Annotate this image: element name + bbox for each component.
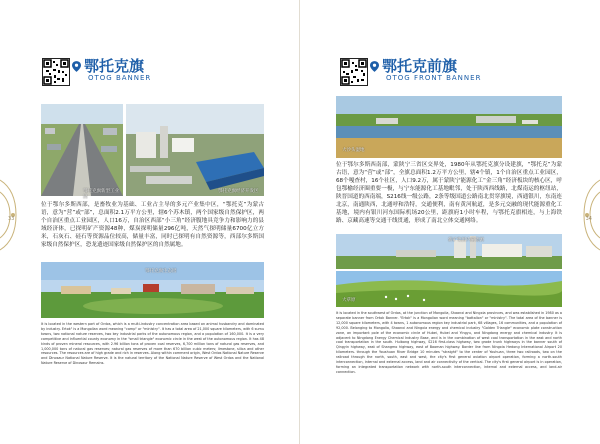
photo-caption: 大草原 [342,298,356,303]
photo-caption: 鄂托克旗经济开发区 [218,189,259,194]
right-page [300,0,600,444]
page-subtitle: OTOG FRONT BANNER [386,74,482,82]
ecological-park-photo [41,262,264,318]
energy-plant-photo [336,234,562,269]
page-subtitle: OTOG BANNER [88,74,152,82]
photo-caption: 鄂托克旗新型工业园 [83,189,119,200]
location-pin-icon [72,61,81,72]
qr-code-icon [42,58,70,86]
grassland-photo [336,271,562,307]
wetland-photo [336,96,562,158]
photo-caption: 鄂托克旗生态园 [145,269,177,274]
qr-code-icon [340,58,368,86]
body-text-en: It is located in the southwest of Ordos, at the junction of Mongolia, Shaanxi and Ningxia provinces, and was established in 1980 as a separate banner from Ortok Banner. "Ertok" is a Mongolian word meaning "battalion" or "ministry". The total area of the banner is 12,000 square kilometers, with 4 towns, 1 autonomous region key industrial park, 68 villages, 16 communities, and a population of 92,000. Belonging to Mongolia, Shaanxi and Ningxia energy and chemical industry "Golden Triangle" economic plate construction zone, an important pole of the economic circle of Hubei, Hubei and Yingyu, and Ningdong energy and chemical industry. It is adjacent to Ningdong Energy Chemical Industry Base, and is in the combination of west coal transportation in the east and north coal transportation in the south. Huibong highway, S216 first-class highway, two grade trunk highways in the banner south of Qingyin highway, east of Shangmo highway, east of Baoman highway. Border line from Ningxia Hedong International Airport 20 kilometers. through the Youshuan River Bridge 10 minutes "straight" to the center of Youhuan, three two railroads, two on the railroad through the north, south, east and west, the city's first general aviation airport operation, forming a north-south interconnection, internal and external access, land and air connectivity of the vertical. The city's first general airport is in operation, forming an integrated transportation network with north-south interconnection, internal and external access, and land-air connection. [336,311,562,374]
left-ornament-icon [0,180,22,250]
page-title: 鄂托克旗 [84,57,145,75]
page-number: 34 [585,216,592,222]
page-header [370,58,481,82]
industrial-park-photo [41,104,123,200]
photo-caption: 新矿集团内蒙能源 [448,238,484,243]
body-text-en: It is located in the western part of Ordos, which is a multi-industry concentration area based on animal husbandry and dominated by industry. Ertok" is a Mongolian word meaning "camp" or "ministry". It has a total area of 21,000 square kilometers, with 6 sumu towns, two national nature reserves, two key industrial parks of the autonomous region, and a population of 160,000. It is a very competitive and influential county economy in the "small triangle" economic circle in the west of the autonomous region. It has 48 kinds of proven mineral resources, with 2.96 billion tons of proven coal reserves, 6,700 million tons of natural gas reserves, and 1,000,000 tons of natural gas reserves; natural gas reserves of more than 670 billion cubic meters; limestone, silica and other resources. The resources are of high grade and rich in reserves. Along within comment origin, West Ordos National Nature Reserve and Dinosaur National Nature Reserve. It is the natural territory of the National Nature Reserve of West Ordos and the National Nature Reserve of Dinosaur Remains. [41,322,264,366]
right-ornament-icon [578,180,600,250]
photo-caption: 大沙头湿地 [342,148,365,153]
body-text-cn: 位于鄂尔多斯西部，是畜牧业为基础、工业占主导的多元产业集中区，“鄂托克”为蒙古语，意为“营”或“部”，总面积2.1万平方公里，辖6个苏木镇，两个国家级自然保护区，两个自治区重点工业园区，人口16万，自治区西部“小三角”经济腹地具竞争力和影响力的县域经济体，已探明矿产资源48种，煤炭探明储量296亿吨，天然气探明储量6700亿立方米，石灰石、硅石等资源品位较高，储量丰富，同时已探明有自然资源等，西部尔多斯国家级自然保护区，恐龙遗迹国家级自然保护区的自然属地。 [41,202,264,248]
page-header [72,58,151,82]
body-text-cn: 位于鄂尔多斯西南部，蒙陕宁三省区交界处，1980年从鄂托克旗分设建旗，“鄂托克”为蒙古语，意为“营”或“部”，全旗总面积1.2万平方公里，辖4个镇，1个自治区重点工业园区，68个嘎查村，16个社区，人口9.2万，属于蒙陕宁能源化工“金三角”经济板块的核心区，呼包鄂榆经济圈重要一极，与宁东能源化工基地毗邻，处于陕西西线路，北煤南运的枢纽站，陕晋国道的西南端，S216线一级公路，2条等级国道公路南北贯穿旗境，西通银川，东南连北京，南通陕西，北通呼和浩特，交通便利，南有黄河航道，是多元交融的现代能源重化工基地，境内有银川河东国际机场20公里，距旗府1小时车程，与鄂托克旗相连，与上海铁路、京藏高速等交通干线贯通，形成了南北立体交通网络。 [336,162,562,224]
page-number: 33 [8,216,15,222]
development-zone-photo [126,104,264,196]
page-title: 鄂托克前旗 [382,57,458,75]
location-pin-icon [370,61,379,72]
